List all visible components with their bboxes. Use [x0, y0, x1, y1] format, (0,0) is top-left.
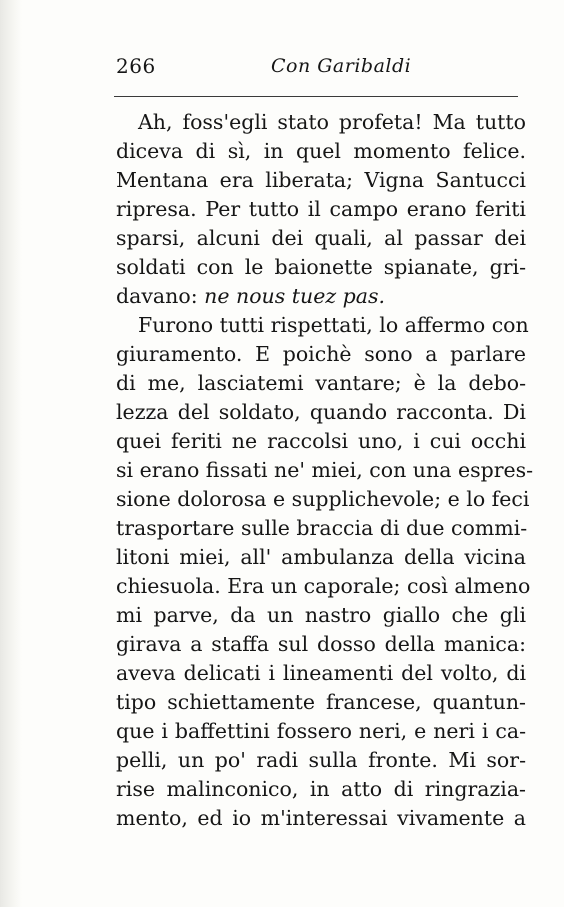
text-line: rise malinconico, in atto di ringrazia- — [116, 777, 526, 801]
page-number: 266 — [116, 54, 156, 78]
text-line: tipo schiettamente francese, quantun- — [116, 690, 526, 714]
header-rule — [114, 96, 518, 97]
text-line: sione dolorosa e supplichevole; e lo feci — [116, 487, 530, 511]
text-line: girava a staffa sul dosso della manica: — [116, 632, 526, 656]
italic-quote: ne nous tuez pas. — [204, 284, 386, 308]
text-line: pelli, un po' radi sulla fronte. Mi sor- — [116, 748, 526, 772]
text-line: trasportare sulle braccia di due commi- — [116, 516, 528, 540]
text-line: quei feriti ne raccolsi uno, i cui occhi — [116, 429, 526, 453]
text-line: Mentana era liberata; Vigna Santucci — [116, 168, 526, 192]
text-line: aveva delicati i lineamenti del volto, di — [116, 661, 526, 685]
text-line: diceva di sì, in quel momento felice. — [116, 139, 526, 163]
text-line: lezza del soldato, quando racconta. Di — [116, 400, 526, 424]
text-line: si erano fissati ne' miei, con una espres- — [116, 458, 534, 482]
text-line: davano: — [116, 284, 198, 308]
text-line: di me, lasciatemi vantare; è la debo- — [116, 371, 526, 395]
text-line: mi parve, da un nastro giallo che gli — [116, 603, 526, 627]
text-line: giuramento. E poichè sono a parlare — [116, 342, 526, 366]
text-line: que i baffettini fossero neri, e neri i ca- — [116, 719, 526, 743]
running-title: Con Garibaldi — [271, 55, 412, 77]
text-line-with-quote — [116, 282, 526, 311]
text-line: mento, ed io m'interessai vivamente a — [116, 806, 526, 830]
text-line: Ah, foss'egli stato profeta! Ma tutto — [138, 110, 526, 134]
page-header — [116, 54, 516, 84]
page-gutter-shadow — [0, 0, 22, 907]
text-line: ripresa. Per tutto il campo erano feriti — [116, 197, 526, 221]
text-line: soldati con le baionette spianate, gri- — [116, 255, 526, 279]
text-line: chiesuola. Era un caporale; così almeno — [116, 574, 531, 598]
text-line: Furono tutti rispettati, lo affermo con — [138, 313, 529, 337]
text-line: litoni miei, all' ambulanza della vicina — [116, 545, 526, 569]
text-line: sparsi, alcuni dei quali, al passar dei — [116, 226, 526, 250]
body-text — [116, 108, 534, 833]
